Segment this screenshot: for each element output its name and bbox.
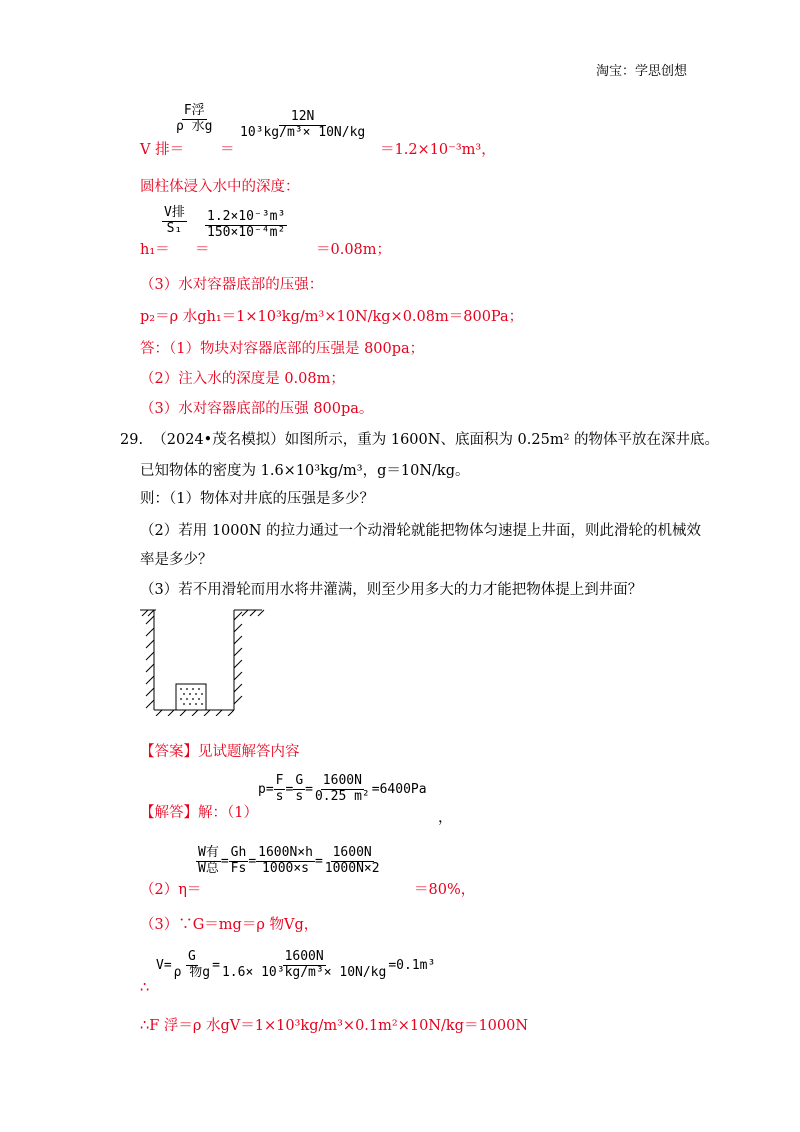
question-number: 29. bbox=[120, 432, 144, 448]
left-wall bbox=[146, 610, 154, 710]
v-pai-frac2-den: 10³kg/m³× 10N/kg bbox=[240, 124, 366, 140]
v-eq: = bbox=[212, 957, 220, 973]
p-eq2: = bbox=[305, 781, 313, 797]
question-stem-line2: 已知物体的密度为 1.6×10³kg/m³，g＝10N/kg。 bbox=[140, 463, 470, 479]
h1-frac1 bbox=[162, 206, 187, 237]
jieda-label: 【解答】解：（1） bbox=[140, 805, 258, 821]
h1-frac2 bbox=[205, 210, 287, 241]
volume-formula bbox=[156, 950, 435, 981]
v-prefix: V= bbox=[156, 957, 172, 973]
p-frac3-den: 0.25 m² bbox=[314, 788, 370, 804]
p-comma: ， bbox=[438, 810, 453, 826]
answer-2: （2）注入水的深度是 0.08m； bbox=[140, 371, 345, 387]
question-part3: （3）若不用滑轮而用水将井灌满，则至少用多大的力才能把物体提上到井面？ bbox=[140, 582, 643, 598]
v-pai-result: ＝1.2×10⁻³m³， bbox=[380, 142, 496, 158]
p-frac3-num: 1600N bbox=[322, 773, 362, 788]
v-pai-frac1-den: ρ 水g bbox=[176, 118, 213, 134]
p-prefix: p= bbox=[258, 781, 274, 797]
v-pai-frac1 bbox=[174, 104, 214, 135]
therefore-symbol: ∴ bbox=[140, 980, 150, 996]
well-bottom bbox=[154, 710, 234, 716]
eta-result: ＝80%， bbox=[414, 882, 476, 898]
answer-3: （3）水对容器底部的压强 800pa。 bbox=[140, 401, 374, 417]
v-pai-frac2 bbox=[238, 110, 367, 141]
eta-eq2: = bbox=[248, 853, 257, 869]
v-frac1-den: ρ 物g bbox=[173, 964, 211, 980]
well-diagram bbox=[138, 606, 266, 716]
eta-frac1-den: W总 bbox=[198, 860, 219, 876]
efficiency-formula bbox=[196, 846, 382, 877]
object-block bbox=[176, 684, 206, 710]
v-pai-frac1-num: F浮 bbox=[183, 103, 205, 118]
p-eq1: = bbox=[285, 781, 294, 797]
eta-frac4-den: 1000N×2 bbox=[324, 860, 380, 876]
p2-line: p₂＝ρ 水gh₁＝1×10³kg/m³×10N/kg×0.08m＝800Pa； bbox=[140, 309, 524, 325]
eta-frac4-num: 1600N bbox=[332, 845, 372, 860]
v-result: =0.1m³ bbox=[388, 957, 436, 973]
v-frac1-num: G bbox=[187, 949, 196, 964]
question-part1: 则：（1）物体对井底的压强是多少？ bbox=[140, 491, 374, 507]
p-result: =6400Pa bbox=[371, 781, 427, 797]
question-part2-line2: 率是多少？ bbox=[140, 552, 213, 568]
question-stem-text1: 如图所示，重为 1600N、底面积为 0.25m² 的物体平放在深井底。 bbox=[284, 432, 720, 448]
h1-eq: ＝ bbox=[195, 242, 210, 258]
v-pai-frac2-num: 12N bbox=[279, 110, 326, 126]
eta-frac2-den: Fs bbox=[230, 860, 247, 876]
h1-frac1-den: S₁ bbox=[166, 220, 183, 236]
p-frac2-den: s bbox=[295, 788, 304, 804]
eta-eq1: = bbox=[220, 853, 229, 869]
depth-title: 圆柱体浸入水中的深度： bbox=[140, 179, 300, 195]
eta-frac3-num: 1600N×h bbox=[258, 845, 313, 860]
step3-title: （3）水对容器底部的压强： bbox=[140, 277, 324, 293]
p-frac1-den: s bbox=[275, 788, 284, 804]
eta-eq3: = bbox=[314, 853, 323, 869]
h1-frac2-num: 1.2×10⁻³m³ bbox=[207, 209, 286, 224]
h1-frac1-num: V排 bbox=[164, 205, 185, 220]
p-frac2-num: G bbox=[295, 773, 304, 788]
header-text: 淘宝：学思创想 bbox=[596, 64, 688, 79]
question-part2-line1: （2）若用 1000N 的拉力通过一个动滑轮就能把物体匀速提上井面，则此滑轮的机械效 bbox=[140, 523, 702, 539]
v-frac2-den: 1.6× 10³kg/m³× 10N/kg bbox=[221, 964, 387, 980]
question-source: （2024•茂名模拟） bbox=[152, 432, 285, 448]
answer-1: 答：（1）物块对容器底部的压强是 800pa； bbox=[140, 341, 425, 357]
h1-result: ＝0.08m； bbox=[316, 242, 392, 258]
h1-prefix: h₁＝ bbox=[140, 242, 170, 258]
question-stem-line1 bbox=[120, 428, 719, 449]
eta-frac3-den: 1000×s bbox=[262, 860, 310, 876]
pressure-formula bbox=[258, 774, 427, 805]
v-pai-eq: ＝ bbox=[220, 142, 235, 158]
right-wall bbox=[234, 610, 242, 710]
eta-frac2-num: Gh bbox=[230, 845, 247, 860]
eta-prefix: （2）η＝ bbox=[140, 882, 202, 898]
v-frac2-num: 1600N bbox=[284, 949, 324, 964]
step3-line: （3）∵G＝mg＝ρ 物Vg， bbox=[140, 917, 319, 933]
p-frac1-num: F bbox=[275, 773, 284, 788]
h1-frac2-den: 150×10⁻⁴m² bbox=[207, 224, 286, 240]
buoyancy-line: ∴F 浮＝ρ 水gV＝1×10³kg/m³×0.1m²×10N/kg＝1000N bbox=[140, 1018, 529, 1034]
v-pai-prefix: V 排＝ bbox=[140, 142, 185, 158]
answer-tag: 【答案】见试题解答内容 bbox=[140, 744, 300, 760]
eta-frac1-num: W有 bbox=[198, 845, 219, 860]
